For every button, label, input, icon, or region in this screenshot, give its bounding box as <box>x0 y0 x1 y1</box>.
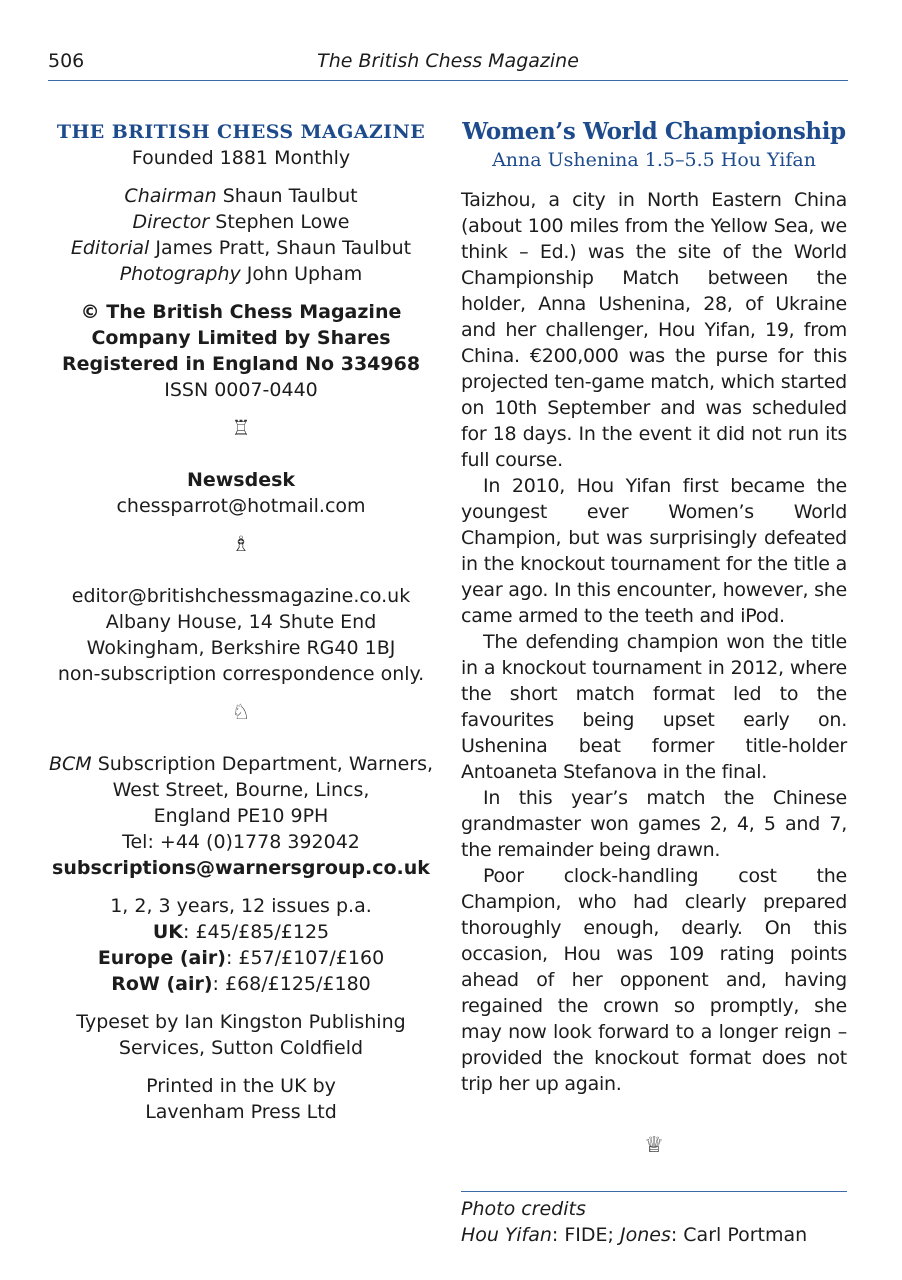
subscription-dept: BCM Subscription Department, Warners, <box>48 753 434 775</box>
subscription-tel: Tel: +44 (0)1778 392042 <box>122 831 360 853</box>
page-number: 506 <box>48 50 85 72</box>
company-info <box>48 299 434 403</box>
rates-block <box>48 893 434 997</box>
printed-line2: Lavenham Press Ltd <box>145 1101 337 1123</box>
copyright-line: © The British Chess Magazine <box>80 301 402 323</box>
article-paragraph: Taizhou, a city in North Eastern China (about 100 miles from the Yellow Sea, we think – Ed.) was the site of the World Championship Match between the holder, Anna Ushenina, 28, of Ukraine and her challenger, Hou Yifan, 19, from China. €200,000 was the purse for this projected ten-game match, which started on 10th September and was scheduled for 18 days. In the event it did not run its full course. <box>461 189 847 471</box>
editor-address-line1: Albany House, 14 Shute End <box>105 611 377 633</box>
photo-credits <box>461 1191 847 1248</box>
newsdesk-label: Newsdesk <box>186 469 296 491</box>
editorial-contact <box>48 583 434 687</box>
company-type: Company Limited by Shares <box>91 327 391 349</box>
article-subtitle: Anna Ushenina 1.5–5.5 Hou Yifan <box>492 149 816 171</box>
photo-credits-line: Hou Yifan: FIDE; Jones: Carl Portman <box>461 1224 808 1246</box>
rate-europe: Europe (air): £57/£107/£160 <box>97 947 385 969</box>
typeset-line2: Services, Sutton Coldfield <box>118 1037 364 1059</box>
bishop-icon: ♗ <box>231 532 251 556</box>
article-title: Women’s World Championship <box>462 118 846 145</box>
issn: ISSN 0007-0440 <box>164 379 318 401</box>
printed-line1: Printed in the UK by <box>146 1075 336 1097</box>
article-paragraph: Poor clock-handling cost the Champion, who had clearly prepared thoroughly enough, dearly. On this occasion, Hou was 109 rating points ahead of her opponent and, having regained the crown so promptly, she may now look forward to a longer reign – provided the knockout format does not trip her up again. <box>461 865 847 1095</box>
registration-line: Registered in England No 334968 <box>61 353 421 375</box>
editor-note: non-subscription correspondence only. <box>57 663 425 685</box>
newsdesk-email[interactable]: chessparrot@hotmail.com <box>116 495 366 517</box>
subscription-email[interactable]: subscriptions@warnersgroup.co.uk <box>52 857 430 879</box>
staff-director: Director Stephen Lowe <box>132 211 350 233</box>
page-header <box>48 48 848 81</box>
article-column <box>461 117 847 1248</box>
typeset-block <box>48 1009 434 1061</box>
typeset-line1: Typeset by Ian Kingston Publishing <box>76 1011 406 1033</box>
subscription-address-line3: England PE10 9PH <box>153 805 329 827</box>
staff-chairman: Chairman Shaun Taulbut <box>124 185 358 207</box>
founded-line: Founded 1881 Monthly <box>131 147 351 169</box>
masthead-title: THE BRITISH CHESS MAGAZINE <box>56 121 426 143</box>
printed-block <box>48 1073 434 1125</box>
rate-uk: UK: £45/£85/£125 <box>152 921 330 943</box>
masthead-column <box>48 119 434 1137</box>
editor-address-line2: Wokingham, Berkshire RG40 1BJ <box>86 637 396 659</box>
subscriptions-block <box>48 751 434 881</box>
editor-email[interactable]: editor@britishchessmagazine.co.uk <box>71 585 411 607</box>
newsdesk-block <box>48 467 434 519</box>
staff-list <box>48 183 434 287</box>
article-paragraph: The defending champion won the title in a knockout tournament in 2012, where the short match format led to the favourites being upset early on. Ushenina beat former title-holder Antoaneta Stefanova in the final. <box>461 631 847 783</box>
photo-credits-heading: Photo credits <box>461 1198 586 1220</box>
queen-icon: ♕ <box>644 1133 664 1158</box>
article-paragraph: In 2010, Hou Yifan first became the youngest ever Women’s World Champion, but was surprisingly defeated in the knockout tournament for the title a year ago. In this encounter, however, she came armed to the teeth and iPod. <box>461 475 847 627</box>
rate-row: RoW (air): £68/£125/£180 <box>111 973 371 995</box>
rook-icon: ♖ <box>231 416 251 440</box>
rates-intro: 1, 2, 3 years, 12 issues p.a. <box>110 895 372 917</box>
article-paragraph: In this year’s match the Chinese grandmaster won games 2, 4, 5 and 7, the remainder being drawn. <box>461 787 847 861</box>
running-title: The British Chess Magazine <box>317 50 579 72</box>
staff-photography: Photography John Upham <box>119 263 363 285</box>
knight-icon: ♘ <box>231 700 251 724</box>
subscription-address-line2: West Street, Bourne, Lincs, <box>112 779 370 801</box>
staff-editorial: Editorial James Pratt, Shaun Taulbut <box>70 237 412 259</box>
